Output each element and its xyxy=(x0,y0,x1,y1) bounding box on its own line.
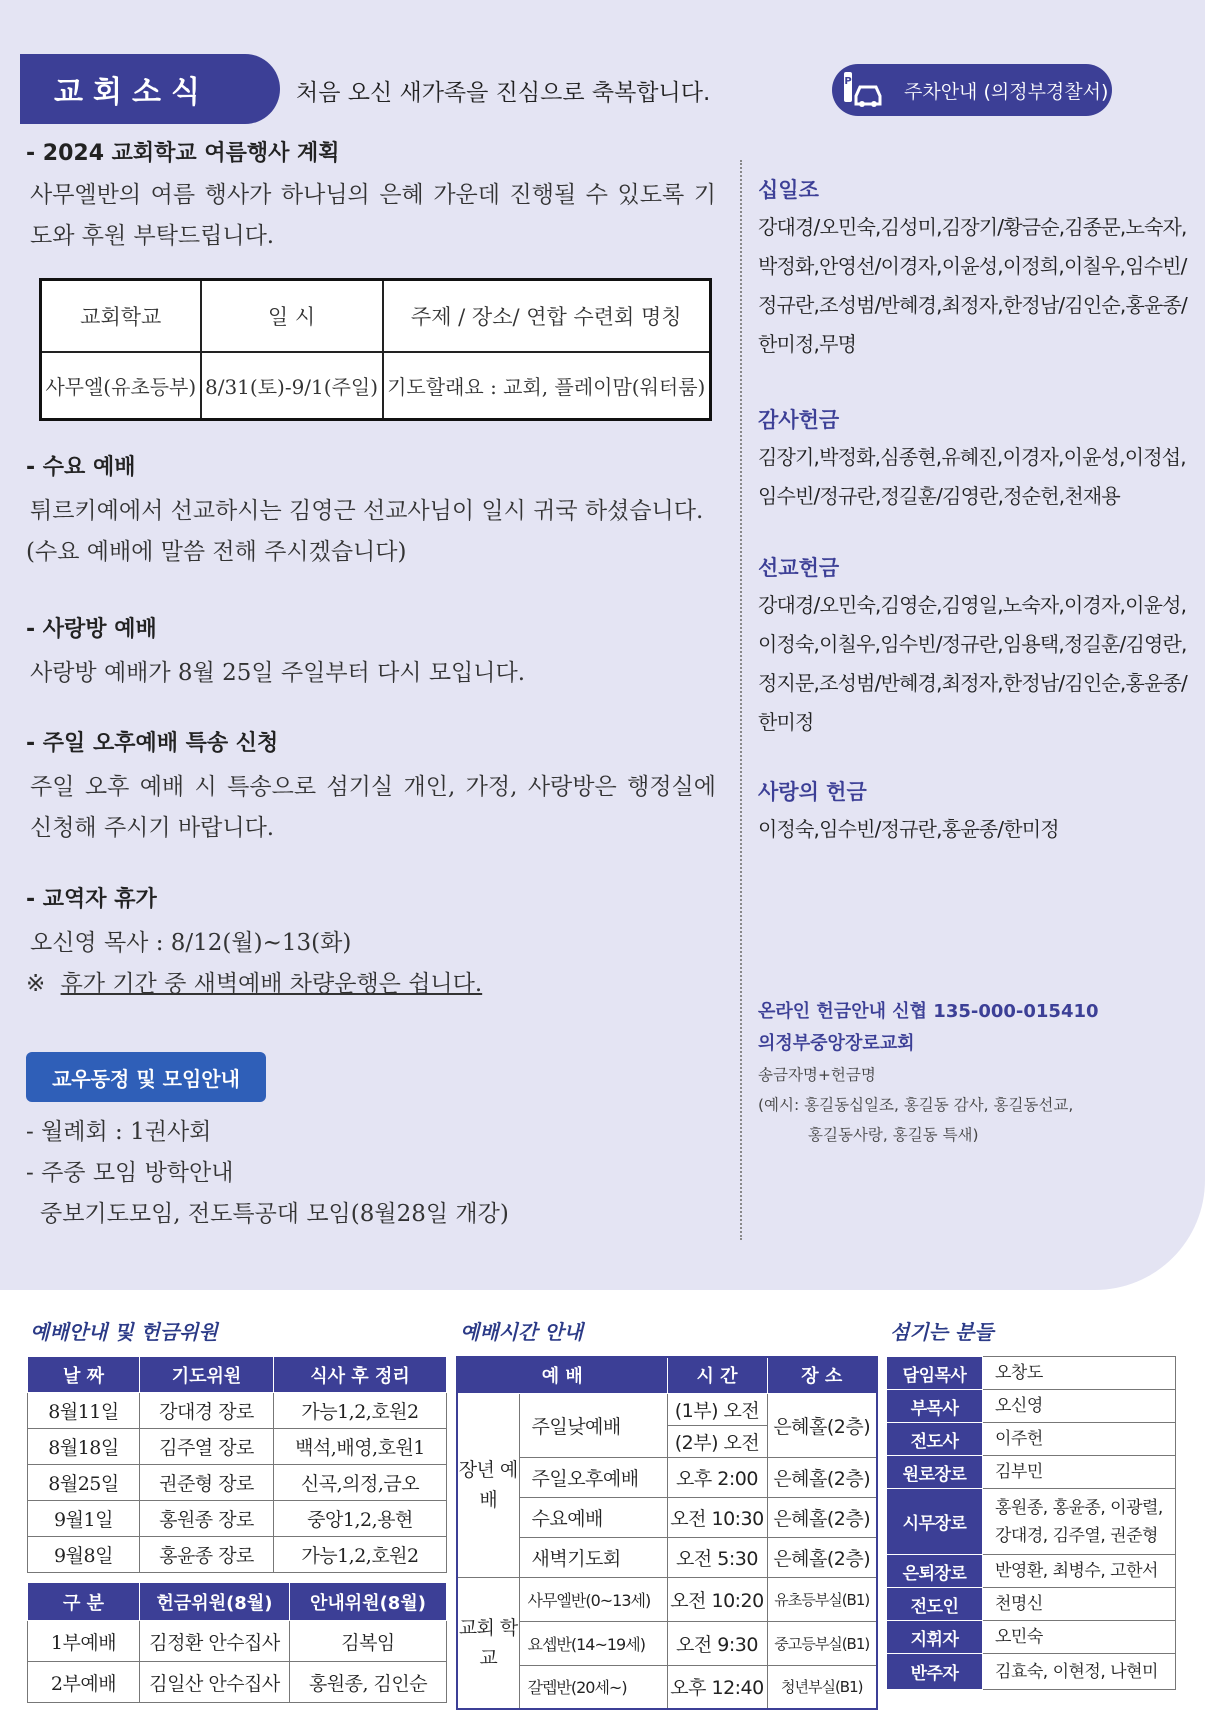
online-account: 온라인 헌금안내 신협 135-000-015410 xyxy=(758,1001,1099,1022)
worship-place: 은혜홀(2층) xyxy=(767,1497,877,1537)
online-example-1: (예시: 홍길동십일조, 홍길동 감사, 홍길동선교, xyxy=(758,1096,1074,1114)
table-row xyxy=(887,1423,1176,1456)
table-row xyxy=(28,1621,447,1662)
worship-place: 은혜홀(2층) xyxy=(767,1393,877,1457)
tithe-title: 십일조 xyxy=(758,178,819,202)
staff-name-line: 강대경, 김주열, 권준형 xyxy=(995,1525,1158,1546)
summer-event-table xyxy=(39,278,712,421)
guide-cleanup: 가능1,2,호원2 xyxy=(274,1393,447,1429)
gathering-line-2: - 주중 모임 방학안내 xyxy=(26,1160,234,1186)
tithe-line-1: 강대경/오민숙,김성미,김장기/황금순,김종문,노숙자, xyxy=(758,215,1187,239)
staff-role: 지휘자 xyxy=(887,1621,983,1654)
guide-prayer: 강대경 장로 xyxy=(140,1393,274,1429)
table-row xyxy=(887,1456,1176,1489)
guide-cleanup: 신곡,의정,금오 xyxy=(274,1465,447,1501)
sarang-body: 사랑방 예배가 8월 25일 주일부터 다시 모입니다. xyxy=(30,660,526,686)
table-row xyxy=(28,1537,447,1573)
parking-label: 주차안내 (의정부경찰서) xyxy=(904,80,1109,103)
worship-time: (2부) 오전 xyxy=(667,1425,767,1457)
vacation-note xyxy=(26,964,726,1005)
worship-time: 오후 2:00 xyxy=(667,1457,767,1497)
worship-times-table xyxy=(456,1356,878,1710)
thanks-section xyxy=(758,404,1198,516)
love-section xyxy=(758,776,1198,849)
gathering-tag: 교우동정 및 모임안내 xyxy=(26,1052,266,1102)
school-class: 사무엘반(0~13세) xyxy=(519,1577,667,1621)
event-theme: 기도할래요 : 교회, 플레이맘(워터룸) xyxy=(383,352,711,420)
table-row xyxy=(457,1497,877,1537)
committee-offering: 김일산 안수집사 xyxy=(140,1662,290,1703)
staff-role: 전도인 xyxy=(887,1588,983,1621)
staff-role: 은퇴장로 xyxy=(887,1555,983,1588)
table-row xyxy=(887,1621,1176,1654)
parking-car-icon xyxy=(838,66,886,114)
note-mark: ※ xyxy=(26,971,46,997)
school-place: 유초등부실(B1) xyxy=(767,1577,877,1621)
summer-body: 사무엘반의 여름 행사가 하나님의 은혜 가운데 진행될 수 있도록 기도와 후원 부탁드립니다. xyxy=(30,182,716,249)
guide-prayer: 홍윤종 장로 xyxy=(140,1537,274,1573)
service-guide-title: 예배안내 및 헌금위원 xyxy=(30,1320,218,1344)
guide-prayer: 김주열 장로 xyxy=(140,1429,274,1465)
table-row xyxy=(457,1665,877,1709)
guide-cleanup: 중앙1,2,용현 xyxy=(274,1501,447,1537)
table-row xyxy=(887,1654,1176,1690)
staff-role: 원로장로 xyxy=(887,1456,983,1489)
love-title: 사랑의 헌금 xyxy=(758,780,867,804)
gathering-line-1: - 월례회 : 1권사회 xyxy=(26,1119,212,1145)
school-time: 오전 9:30 xyxy=(667,1621,767,1665)
online-format: 송금자명+헌금명 xyxy=(758,1066,876,1084)
summer-title: - 2024 교회학교 여름행사 계획 xyxy=(26,141,340,166)
guide-date: 9월1일 xyxy=(28,1501,140,1537)
parking-info-button[interactable] xyxy=(832,64,1112,116)
mission-section xyxy=(758,552,1198,742)
worship-header-service: 예 배 xyxy=(457,1357,667,1393)
staff-title: 섬기는 분들 xyxy=(890,1320,994,1344)
worship-time: 오전 5:30 xyxy=(667,1537,767,1577)
table-row xyxy=(887,1489,1176,1555)
column-divider xyxy=(740,160,742,1240)
committee-usher: 홍원종, 김인순 xyxy=(290,1662,447,1703)
special-title: - 주일 오후예배 특송 신청 xyxy=(26,731,279,756)
table-row xyxy=(457,1577,877,1621)
worship-place: 은혜홀(2층) xyxy=(767,1537,877,1577)
table-row xyxy=(887,1390,1176,1423)
wednesday-body: 튀르키예에서 선교하시는 김영근 선교사님이 일시 귀국 하셨습니다. xyxy=(30,498,704,524)
table-row xyxy=(28,1501,447,1537)
staff-name: 오신영 xyxy=(983,1390,1176,1423)
event-header-theme: 주제 / 장소/ 연합 수련회 명칭 xyxy=(383,280,711,352)
staff-name-line: 홍원종, 홍윤종, 이광렬, xyxy=(995,1497,1163,1518)
gathering-section xyxy=(26,1112,726,1235)
committee-table xyxy=(27,1582,447,1703)
table-row xyxy=(887,1357,1176,1390)
guide-header-cleanup: 식사 후 정리 xyxy=(274,1357,447,1393)
staff-name: 반영환, 최병수, 고한서 xyxy=(983,1555,1176,1588)
school-class: 요셉반(14~19세) xyxy=(519,1621,667,1665)
staff-role: 시무장로 xyxy=(887,1489,983,1555)
table-row xyxy=(887,1588,1176,1621)
staff-names xyxy=(983,1489,1176,1555)
table-row xyxy=(28,1429,447,1465)
staff-table xyxy=(886,1356,1176,1690)
tithe-line-2: 박정화,안영선/이경자,이윤성,이정희,이칠우,임수빈/ xyxy=(758,254,1187,278)
mission-line-2: 이정숙,이칠우,임수빈/정규란,임용택,정길훈/김영란, xyxy=(758,632,1187,656)
table-row xyxy=(28,1393,447,1429)
staff-role: 부목사 xyxy=(887,1390,983,1423)
school-group-label: 교회 학교 xyxy=(457,1577,519,1709)
worship-header-place: 장 소 xyxy=(767,1357,877,1393)
thanks-line-1: 김장기,박정화,심종현,유혜진,이경자,이윤성,이정섭, xyxy=(758,445,1186,469)
welcome-message: 처음 오신 새가족을 진심으로 축복합니다. xyxy=(296,80,711,106)
online-church: 의정부중앙장로교회 xyxy=(758,1033,915,1054)
mission-line-3: 정지문,조성범/반혜경,최정자,한정남/김인순,홍윤종/ xyxy=(758,671,1187,695)
wednesday-note: (수요 예배에 말씀 전해 주시겠습니다) xyxy=(26,539,407,565)
table-row xyxy=(457,1621,877,1665)
svg-text:P: P xyxy=(844,76,852,87)
online-example-2: 홍길동사랑, 홍길동 특새) xyxy=(808,1126,979,1144)
online-offering xyxy=(758,996,1198,1150)
school-place: 청년부실(B1) xyxy=(767,1665,877,1709)
wednesday-title: - 수요 예배 xyxy=(26,455,136,480)
love-line-1: 이정숙,임수빈/정규란,홍윤종/한미정 xyxy=(758,817,1059,841)
sarang-section xyxy=(26,612,726,694)
committee-header-offering: 헌금위원(8월) xyxy=(140,1583,290,1621)
school-class: 갈렙반(20세~) xyxy=(519,1665,667,1709)
staff-role: 담임목사 xyxy=(887,1357,983,1390)
school-time: 오전 10:20 xyxy=(667,1577,767,1621)
tithe-line-3: 정규란,조성범/반혜경,최정자,한정남/김인순,홍윤종/ xyxy=(758,293,1187,317)
worship-times-title: 예배시간 안내 xyxy=(460,1320,583,1344)
guide-header-date: 날 짜 xyxy=(28,1357,140,1393)
worship-place: 은혜홀(2층) xyxy=(767,1457,877,1497)
section-title: 교회소식 xyxy=(20,54,280,124)
service-guide-table xyxy=(27,1356,447,1573)
committee-header-type: 구 분 xyxy=(28,1583,140,1621)
staff-role: 반주자 xyxy=(887,1654,983,1690)
thanks-title: 감사헌금 xyxy=(758,408,840,432)
committee-service: 1부예배 xyxy=(28,1621,140,1662)
school-time: 오후 12:40 xyxy=(667,1665,767,1709)
committee-usher: 김복임 xyxy=(290,1621,447,1662)
special-body: 주일 오후 예배 시 특송으로 섬기실 개인, 가정, 사랑방은 행정실에 신청해 주시기 바랍니다. xyxy=(30,774,716,841)
table-row xyxy=(887,1555,1176,1588)
guide-date: 9월8일 xyxy=(28,1537,140,1573)
guide-prayer: 권준형 장로 xyxy=(140,1465,274,1501)
staff-name: 오창도 xyxy=(983,1357,1176,1390)
worship-name: 수요예배 xyxy=(519,1497,667,1537)
table-row xyxy=(457,1393,877,1425)
school-place: 중고등부실(B1) xyxy=(767,1621,877,1665)
worship-name: 주일오후예배 xyxy=(519,1457,667,1497)
gathering-line-3: 중보기도모임, 전도특공대 모임(8월28일 개강) xyxy=(40,1201,509,1227)
staff-name: 김부민 xyxy=(983,1456,1176,1489)
worship-time: 오전 10:30 xyxy=(667,1497,767,1537)
mission-line-4: 한미정 xyxy=(758,710,814,734)
table-row xyxy=(457,1457,877,1497)
mission-line-1: 강대경/오민숙,김영순,김영일,노숙자,이경자,이윤성, xyxy=(758,593,1187,617)
staff-name: 이주헌 xyxy=(983,1423,1176,1456)
tithe-line-4: 한미정,무명 xyxy=(758,332,857,356)
vacation-section xyxy=(26,882,726,1005)
guide-cleanup: 백석,배영,호원1 xyxy=(274,1429,447,1465)
worship-name: 주일낮예배 xyxy=(519,1393,667,1457)
special-section xyxy=(26,726,726,849)
thanks-line-2: 임수빈/정규란,정길훈/김영란,정순헌,천재용 xyxy=(758,484,1120,508)
table-row xyxy=(457,1537,877,1577)
news-list xyxy=(26,136,726,257)
worship-header-time: 시 간 xyxy=(667,1357,767,1393)
event-header-date: 일 시 xyxy=(201,280,383,352)
staff-name: 김효숙, 이현정, 나현미 xyxy=(983,1654,1176,1690)
mission-title: 선교헌금 xyxy=(758,556,840,580)
committee-header-usher: 안내위원(8월) xyxy=(290,1583,447,1621)
vacation-title: - 교역자 휴가 xyxy=(26,887,157,912)
guide-date: 8월18일 xyxy=(28,1429,140,1465)
event-date: 8/31(토)-9/1(주일) xyxy=(201,352,383,420)
adult-group-label: 장년 예배 xyxy=(457,1393,519,1577)
vacation-body: 오신영 목사 : 8/12(월)~13(화) xyxy=(30,930,352,956)
event-header-school: 교회학교 xyxy=(41,280,201,352)
worship-time: (1부) 오전 xyxy=(667,1393,767,1425)
staff-name: 천명신 xyxy=(983,1588,1176,1621)
worship-name: 새벽기도회 xyxy=(519,1537,667,1577)
event-school: 사무엘(유초등부) xyxy=(41,352,201,420)
sarang-title: - 사랑방 예배 xyxy=(26,617,157,642)
guide-header-prayer: 기도위원 xyxy=(140,1357,274,1393)
guide-date: 8월11일 xyxy=(28,1393,140,1429)
wednesday-section xyxy=(26,450,726,573)
committee-offering: 김정환 안수집사 xyxy=(140,1621,290,1662)
guide-date: 8월25일 xyxy=(28,1465,140,1501)
guide-prayer: 홍원종 장로 xyxy=(140,1501,274,1537)
table-row xyxy=(28,1662,447,1703)
table-row xyxy=(28,1465,447,1501)
guide-cleanup: 가능1,2,호원2 xyxy=(274,1537,447,1573)
tithe-section xyxy=(758,174,1198,364)
staff-role: 전도사 xyxy=(887,1423,983,1456)
committee-service: 2부예배 xyxy=(28,1662,140,1703)
staff-name: 오민숙 xyxy=(983,1621,1176,1654)
vacation-note-text: 휴가 기간 중 새벽예배 차량운행은 쉽니다. xyxy=(60,971,483,997)
